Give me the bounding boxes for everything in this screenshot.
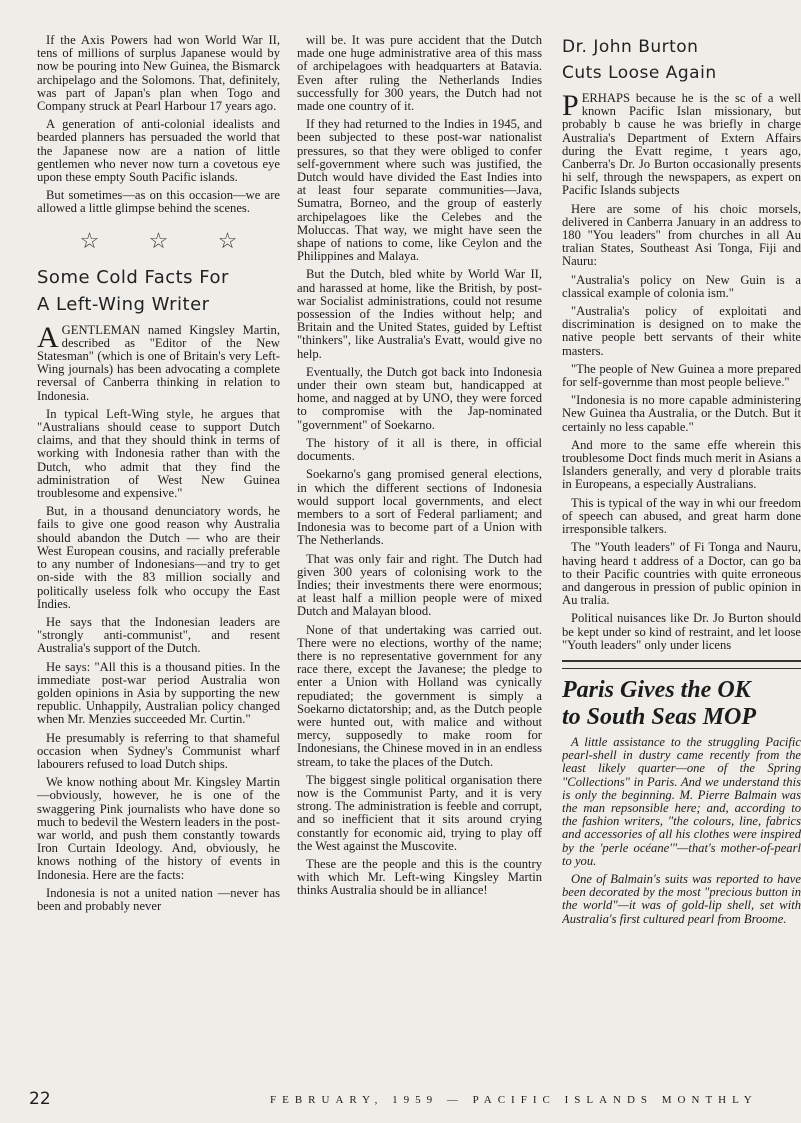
page-number: 22	[29, 1089, 51, 1109]
paragraph: will be. It was pure accident that the Dutch made one huge administrative area of this mass of archipelagoes with headquarters at Batavia. Even after ruling the Netherlands Indies successfully for 300 years, the Dutch had not made one country of it.	[297, 33, 542, 114]
paragraph: "Australia's policy on New Guin is a classical example of colonia ism."	[562, 272, 801, 300]
paragraph: And more to the same effe wherein this troublesome Doct finds much merit in Asians a Islanders generally, and very d plorable traits in Europeans, a especially Australians.	[562, 437, 801, 492]
article-body-continued	[297, 34, 542, 898]
lead-text: ERHAPS because he is the sc of a well known Pacific Islan missionary, but probably b cause he was briefly in charge Australia's Department of Extern Affairs during the Evatt regime, t years ago, Canberra's Dr. Jo Burton occasionally presents hi self, through the newspapers, as expert on Pacific Islands subjects	[562, 91, 801, 198]
article-headline	[37, 264, 280, 318]
star-icon: ☆	[148, 227, 169, 253]
paragraph: "Indonesia is no more capable administering New Guinea tha Australia, or the Dutch. But it certainly no less capable."	[562, 393, 801, 434]
section-divider	[562, 660, 801, 662]
column-2	[297, 34, 542, 903]
headline-line: Cuts Loose Again	[562, 63, 717, 83]
star-icon: ☆	[217, 227, 238, 253]
paragraph: He says that the Indonesian leaders are "strongly anti-communist", and resent Australia's support of the Dutch.	[37, 614, 280, 656]
paragraph: Here are some of his choic morsels, delivered in Canberra January in an address to 180 "You leaders" from churches in all Au tralian States, Southeast Asi Tonga, Fiji and Nauru:	[562, 201, 801, 269]
paragraph: But, in a thousand denunciatory words, he fails to give one good reason why Australia should abandon the Dutch — who are their West European cousins, and racially preferable to any number of Indonesians—and try to get on-side with the 83 million socially and politically useless folk who occupy the East Indies.	[37, 504, 280, 611]
paragraph: One of Balmain's suits was reported to have been decorated by the most "precious button in the world"—it was of gold-lip shell, set with Australia's first cultured pearl from Broome.	[562, 871, 801, 926]
headline-line: to South Seas MOP	[562, 703, 757, 730]
article-body	[37, 408, 280, 913]
lead-paragraph	[37, 320, 280, 403]
paris-headline	[562, 677, 801, 731]
burton-article-body	[562, 203, 801, 652]
headline-line: Dr. John Burton	[562, 37, 699, 57]
headline-line: Paris Gives the OK	[562, 676, 751, 703]
star-icon: ☆	[79, 227, 100, 253]
paragraph: These are the people and this is the country with which Mr. Left-wing Kingsley Martin thinks Australia should be in alliance!	[297, 856, 542, 898]
paragraph: The history of it all is there, in official documents.	[297, 435, 542, 464]
paragraph: We know nothing about Mr. Kingsley Martin—obviously, however, he is one of the swaggering Pink journalists who have done so much to bedevil the Western leaders in the post-war world, and push them constantly towards Iron Curtain Ideology. And, obviously, he knows nothing of the history of events in Indonesia. Here are the facts:	[37, 775, 280, 882]
paragraph: If the Axis Powers had won World War II, tens of millions of surplus Japanese would by now be pouring into New Guinea, the Bismarck archipelago and the Solomons. That, definitely, was part of Japan's plan when Togo and Company struck at Pearl Harbour 17 years ago.	[37, 33, 280, 114]
running-head: FEBRUARY, 1959 — PACIFIC ISLANDS MONTHLY	[270, 1094, 758, 1106]
headline-line: Some Cold Facts For	[37, 266, 229, 288]
paragraph: He says: "All this is a thousand pities. In the immediate post-war period Australia won golden opinions in Asia by supporting the new republic. Unhappily, Australian policy changed when Mr. Menzies succeeded Mr. Curtin."	[37, 659, 280, 727]
page-footer	[0, 1089, 801, 1119]
headline-line: A Left-Wing Writer	[37, 293, 210, 315]
burton-headline	[562, 34, 801, 86]
paragraph: Eventually, the Dutch got back into Indonesia under their own steam but, handicapped at home, and nagged at by UNO, they were forced to compromise with the Jap-nominated "government" of Soekarno.	[297, 364, 542, 432]
drop-cap: P	[562, 89, 579, 122]
column-3	[562, 34, 801, 931]
paragraph: But the Dutch, bled white by World War II, and harassed at home, like the British, by post-war Socialist administrations, could not resume possession of the Indies without help; and Britain and the United States, guided by Leftist "thinkers", like Australia's Evatt, would give no help.	[297, 267, 542, 361]
paragraph: Soekarno's gang promised general elections, in which the different sections of Indonesia would support local governments, and elect members to a sort of Federal parliament; and Indonesia was to become part of a Union with The Netherlands.	[297, 467, 542, 548]
intro-text	[37, 34, 280, 216]
paragraph: He presumably is referring to that shameful occasion when Sydney's Communist wharf labourers refused to load Dutch ships.	[37, 730, 280, 771]
star-separator	[55, 228, 262, 254]
paragraph: If they had returned to the Indies in 1945, and been subjected to these post-war nationalist pressures, so that they were obliged to confer self-government where such was justified, the Dutch would have divided the East Indies into at least four separate communities—Java, Sumatra, Borneo, and the group of easterly archipelagoes like the Celebes and the Moluccas. That way, we might have seen the shape of nations to come, like Ceylon and the Philippines and Malaya.	[297, 117, 542, 264]
paragraph: But sometimes—as on this occasion—we are allowed a little glimpse behind the scenes.	[37, 188, 280, 216]
paragraph: Political nuisances like Dr. Jo Burton should be kept under so kind of restraint, and let loose "Youth leaders" only under licens	[562, 611, 801, 652]
paragraph: In typical Left-Wing style, he argues that "Australians should cease to support Dutch claims, and that they should think in terms of working with Indonesia rather than with the Dutch, who admit that they find the administration of West New Guinea troublesome and expensive."	[37, 406, 280, 501]
paragraph: A little assistance to the struggling Pacific pearl-shell in dustry came recently from the least likely quarter—one of the Spring "Collections" in Paris. And we understand this is only the beginning. M. Pierre Balmain was the man repsonsible here; and, according to the fashion writers, "the colours, line, fabrics and accessories of all his clothes were inspired by the 'perle océane'"—that's mother-of-pearl to you.	[562, 734, 801, 868]
paragraph: This is typical of the way in whi our freedom of speech can abused, and great harm done irresponsible talkers.	[562, 495, 801, 537]
paragraph: The "Youth leaders" of Fi Tonga and Nauru, having heard t address of a Doctor, can go ba to their Pacific countries with quite erroneous and dangerous in pression of public opinion in Au tralia.	[562, 540, 801, 608]
section-divider	[562, 668, 801, 669]
drop-cap: A	[37, 320, 59, 354]
paris-article-body	[562, 736, 801, 926]
paragraph: "Australia's policy of exploitati and discrimination is designed on to make the native people bett servants of their white masters.	[562, 304, 801, 358]
lead-text: GENTLEMAN named Kingsley Martin, described as "Editor of the New Statesman" (which is one of Britain's very Left-Wing journals) has been advocating a complete reversal of Canberra thinking in relation to Indonesia.	[37, 322, 280, 403]
paragraph: Indonesia is not a united nation —never has been and probably never	[37, 885, 280, 913]
paragraph: That was only fair and right. The Dutch had given 300 years of colonising work to the Indies; their investments there were enormous; at least half a million people were of mixed Dutch and Malayan blood.	[297, 551, 542, 619]
paragraph: The biggest single political organisation there now is the Communist Party, and it is very strong. The administration is feeble and corrupt, and so inefficient that it sits around crying constantly for economic aid, trying to play off the West against the Muscovite.	[297, 772, 542, 853]
paragraph: A generation of anti-colonial idealists and bearded planners has persuaded the world that the Japanese now are a nation of little gentlemen who never now turn a covetous eye upon these empty South Pacific islands.	[37, 117, 280, 185]
column-1	[37, 34, 280, 918]
lead-paragraph	[562, 89, 801, 198]
paragraph: None of that undertaking was carried out. There were no elections, worthy of the name; there is no representative government for any race there, except the Javanese; the pledge to enter a Union with Holland was cynically repudiated; the government is simply a Soekarno dictatorship; and, as the Dutch people were hunted out, with malice and without mercy, supposedly to make room for Indonesians, the Chinese moved in in an endless stream, to take the places of the Dutch.	[297, 622, 542, 769]
paragraph: "The people of New Guinea a more prepared for self-governme than most people believe."	[562, 361, 801, 390]
